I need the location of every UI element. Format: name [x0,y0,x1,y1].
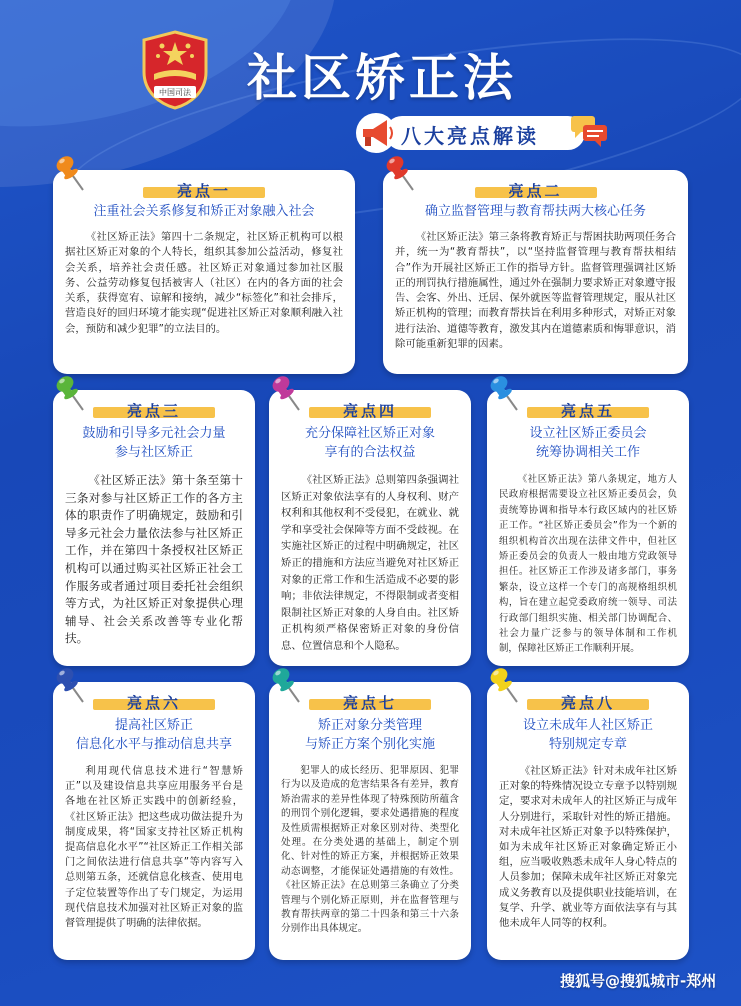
card-label: 亮点七 [342,694,398,712]
card-label: 亮点一 [176,182,232,200]
subtitle-banner [355,112,605,154]
highlight-card-3 [53,390,255,666]
card-body-text: 《社区矫正法》针对未成年社区矫正对象的特殊情况设立专章予以特别规定，要求对未成年人的社区矫正与成年人分别进行，采取针对性的矫正措施。对未成年社区矫正对象予以特殊保护，如为未成年社区矫正对象确定矫正小组，应当吸收熟悉未成年人身心特点的人员参加；保障未成年社区矫正对象完成义务教育以及提供职业技能培训，在复学、升学、就业等方面依法享有与其他未成年人同等的权利。 [499,765,677,930]
pushpin-icon [381,154,415,194]
emblem-text: 中国司法 [159,88,191,97]
megaphone-icon [355,112,399,154]
card-headline: 鼓励和引导多元社会力量 参与社区矫正 [82,426,226,460]
pushpin-icon [485,666,519,706]
card-label: 亮点四 [342,402,398,420]
card-headline: 提高社区矫正 信息化水平与推动信息共享 [75,718,232,752]
card-headline: 设立社区矫正委员会 统筹协调相关工作 [529,426,647,460]
pushpin-icon [485,374,519,414]
highlight-card-7 [269,682,471,960]
highlight-card-8 [487,682,689,960]
highlight-card-6 [53,682,255,960]
card-label: 亮点二 [508,182,563,200]
card-body-text: 利用现代信息技术进行“智慧矫正”以及建设信息共享应用服务平台是各地在社区矫正实践中的创新经验，《社区矫正法》把这些成功做法提升为制度成果，将“国家支持社区矫正机构提高信息化水平”“社区矫正工作相关部门之间依法进行信息共享”等内容写入总则第五条，还就信息化核查、使用电子定位装置等作出了专门规定，为运用现代信息技术加强对社区矫正对象的监督管理提供了明确的法律依据。 [65,766,243,930]
card-body-text: 《社区矫正法》第四十二条规定，社区矫正机构可以根据社区矫正对象的个人特长，组织其参加公益活动，修复社会关系，培养社会责任感。社区矫正对象通过参加社区服务、公益劳动修复包括被害人（社区）在内的各方面的社会关系，获得宽宥、谅解和接纳，减少“标签化”和社会排斥，营造良好的回归环境才能实现“促进社区矫正对象顺利融入社会，预防和减少犯罪”的立法目的。 [65,231,343,335]
highlight-card-1 [53,170,355,374]
card-body-text: 《社区矫正法》第八条规定，地方人民政府根据需要设立社区矫正委员会，负责统筹协调和指导本行政区域内的社区矫正工作。“社区矫正委员会”作为一个新的组织机构首次出现在法律文件中，但社区矫正委员会的负责人一般由地方党政领导担任。社区矫正工作涉及诸多部门，事务繁杂，设立这样一个专门的高规格组织机构，旨在建立起党委政府统一领导、司法行政部门组织实施、相关部门协调配合、社会力量广泛参与的领导体制和工作机制，保障社区矫正工作顺利开展。 [499,474,677,655]
page-title: 社区矫正法 [247,49,517,107]
card-headline: 设立未成年人社区矫正 特别规定专章 [522,718,653,752]
card-body-text: 犯罪人的成长经历、犯罪原因、犯罪行为以及造成的危害结果各有差异，教育矫治需求的差异性体现了特殊预防所蕴含的刑罚个别化逻辑，要求处遇措施的程度及性质需根据矫正对象区别对待、类型化处理。在分类处遇的基础上，制定个别化、针对性的矫正方案，并根据矫正效果动态调整，才能保证处遇措施的有效性。《社区矫正法》在总则第三条确立了分类管理与个别化矫正原则，并在监督管理与教育帮扶两章的第二十四条和第三十六条分别作出具体规定。 [281,765,459,935]
card-headline: 充分保障社区矫正对象 享有的合法权益 [304,426,435,460]
pushpin-icon [267,666,301,706]
card-body-text: 《社区矫正法》总则第四条强调社区矫正对象依法享有的人身权利、财产权利和其他权利不受侵犯，在就业、就学和享受社会保障等方面不受歧视。在实施社区矫正的过程中明确规定，社区矫正的措施和方法应当避免对社区矫正对象的正常工作和生活造成不必要的影响；非依法律规定，不得限制或者变相限制社区矫正对象的人身自由。社区矫正机构须严格保密矫正对象的身份信息、位置信息和个人隐私。 [281,474,459,652]
highlight-card-5 [487,390,689,666]
card-label: 亮点五 [560,402,616,420]
card-label: 亮点三 [126,402,182,420]
pushpin-icon [51,666,85,706]
card-headline: 矫正对象分类管理 与矫正方案个别化实施 [304,718,435,752]
subtitle-text: 八大亮点解读 [401,124,539,148]
pushpin-icon [51,374,85,414]
judicial-emblem-icon [140,30,210,110]
card-label: 亮点八 [560,694,616,712]
card-label: 亮点六 [126,694,182,712]
pushpin-icon [267,374,301,414]
card-body-text: 《社区矫正法》第十条至第十三条对参与社区矫正工作的各方主体的职责作了明确规定，鼓励和引导多元社会力量依法参与社区矫正工作，并在第四十条授权社区矫正机构可以通过购买社区矫正社会工作服务或者通过项目委托社会组织等方式，为社区矫正对象提供心理辅导、社会关系改善等专业化帮扶。 [65,473,243,646]
card-headline: 注重社会关系修复和矫正对象融入社会 [93,204,315,219]
pushpin-icon [51,154,85,194]
card-headline: 确立监督管理与教育帮扶两大核心任务 [424,204,646,219]
card-body-text: 《社区矫正法》第三条将教育矫正与帮困扶助两项任务合并，统一为“教育帮扶”，以“坚持监督管理与教育帮扶相结合”作为开展社区矫正工作的指导方针。监督管理强调社区矫正的刑罚执行措施属性，通过外在强制力要求矫正对象遵守报告、会客、外出、迁居、保外就医等监督管理规定，服从社区矫正机构的管理；而教育帮扶旨在利用多种形式，对矫正对象进行法治、道德等教育，激发其内在道德素质和悔罪意识，消除可能重新犯罪的因素。 [395,231,676,351]
highlight-card-2 [383,170,688,374]
watermark: 搜狐号@搜狐城市-郑州 [560,972,717,990]
highlight-card-4 [269,390,471,666]
chat-bubbles-icon [569,114,609,148]
